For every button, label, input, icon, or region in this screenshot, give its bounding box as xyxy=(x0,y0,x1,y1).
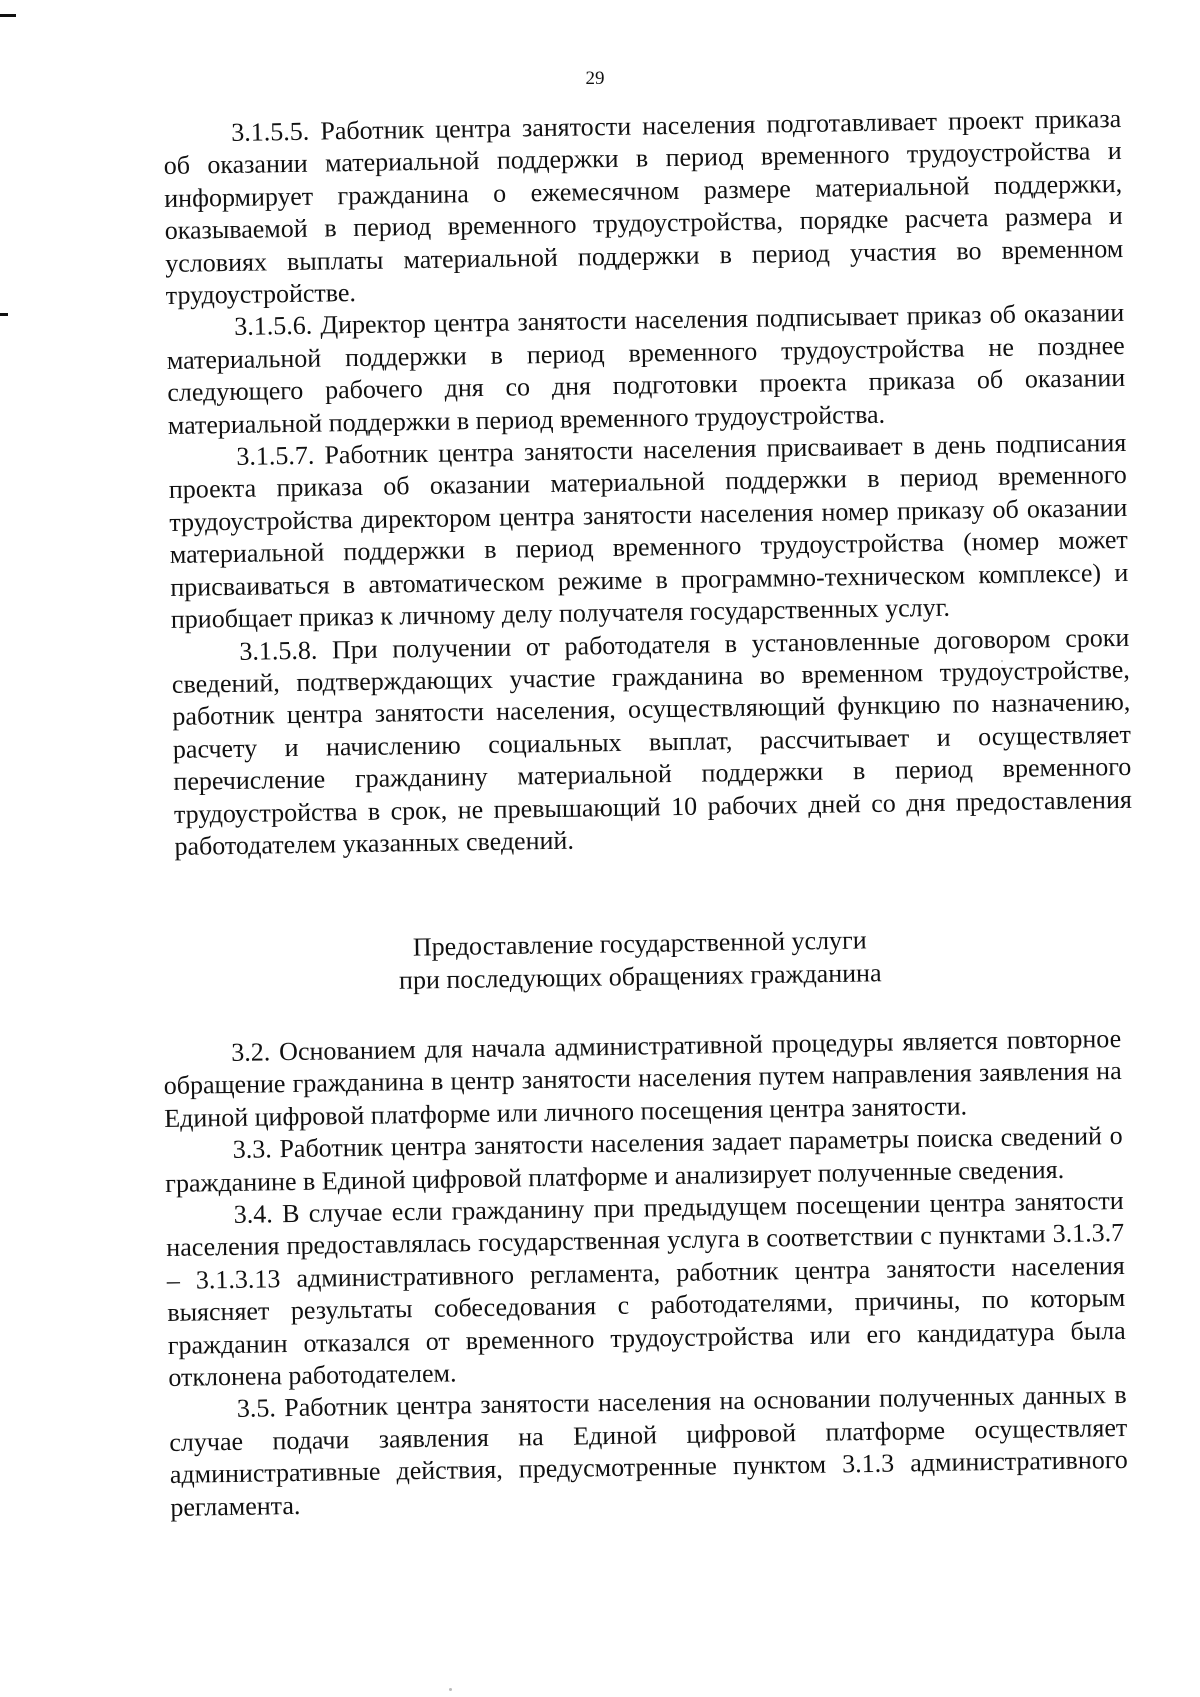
paragraph-3-1-5-8: 3.1.5.8. При получении от работодателя в установленные договором сроки сведений, подтверждающих участие гражданина во временном трудоустройстве, работник центра занятости населения, осуществляющий функцию по назначению, расчету и начислению социальных выплат, рассчитывает и осуществляет перечисление гражданину материальной поддержки в период временного трудоустройства в срок, не превышающий 10 рабочих дней со дня предоставления работодателем указанных сведений. xyxy=(171,622,1133,861)
page-number: 29 xyxy=(585,68,605,89)
paragraph-3-1-5-5: 3.1.5.5. Работник центра занятости населения подготавливает проект приказа об оказании материальной поддержки в период временного трудоустройства и информирует гражданина о ежемесячном размере материальной поддержки, оказываемой в период временного трудоустройства, порядке расчета размера и условиях выплаты материальной поддержки в период участия во временном трудоустройстве. xyxy=(163,103,1124,311)
paragraph-3-5: 3.5. Работник центра занятости населения на основании полученных данных в случае подачи заявления на Единой цифровой платформе осуществляет административные действия, предусмотренные пунктом 3.1.3 административного регламента. xyxy=(169,1380,1128,1522)
section-heading-line: при последующих обращениях гражданина xyxy=(398,958,882,995)
scan-edge-mark xyxy=(0,313,8,316)
section-heading-line: Предоставление государственной услуги xyxy=(412,925,867,962)
paragraph-3-2: 3.2. Основанием для начала административной процедуры является повторное обращение гражданина в центр занятости населения путем направления заявления на Единой цифровой платформе или личного посещения центра занятости. xyxy=(163,1023,1122,1133)
paragraph-3-1-5-6: 3.1.5.6. Директор центра занятости населения подписывает приказ об оказании материальной поддержки в период временного трудоустройства не позднее следующего рабочего дня со дня подготовки проекта приказа об оказании материальной поддержки в период временного трудоустройства. xyxy=(166,298,1126,440)
text-block-bottom xyxy=(163,1023,1129,1524)
scan-speck xyxy=(449,1688,452,1691)
paragraph-3-3: 3.3. Работник центра занятости населения задает параметры поиска сведений о гражданине в Единой цифровой платформе и анализирует полученные сведения. xyxy=(165,1121,1123,1198)
paragraph-3-4: 3.4. В случае если гражданину при предыдущем посещении центра занятости населения предоставлялась государственная услуга в соответствии с пунктами 3.1.3.7 – 3.1.3.13 административного регламента, работник центра занятости населения выясняет результаты собеседования с работодателями, причины, по которым гражданин отказался от временного трудоустройства или его кандидатура была отклонена работодателем. xyxy=(166,1185,1126,1393)
text-block-top xyxy=(163,103,1133,863)
paragraph-3-1-5-7: 3.1.5.7. Работник центра занятости населения присваивает в день подписания проекта приказа об оказании материальной поддержки в период временного трудоустройства директором центра занятости населения номер приказу об оказании материальной поддержки в период временного трудоустройства (номер может присваиваться в автоматическом режиме в программно-техническом комплексе) и приобщает приказ к личному делу получателя государственных услуг. xyxy=(168,427,1129,635)
section-heading xyxy=(160,919,1121,1000)
scan-edge-mark xyxy=(0,14,16,17)
